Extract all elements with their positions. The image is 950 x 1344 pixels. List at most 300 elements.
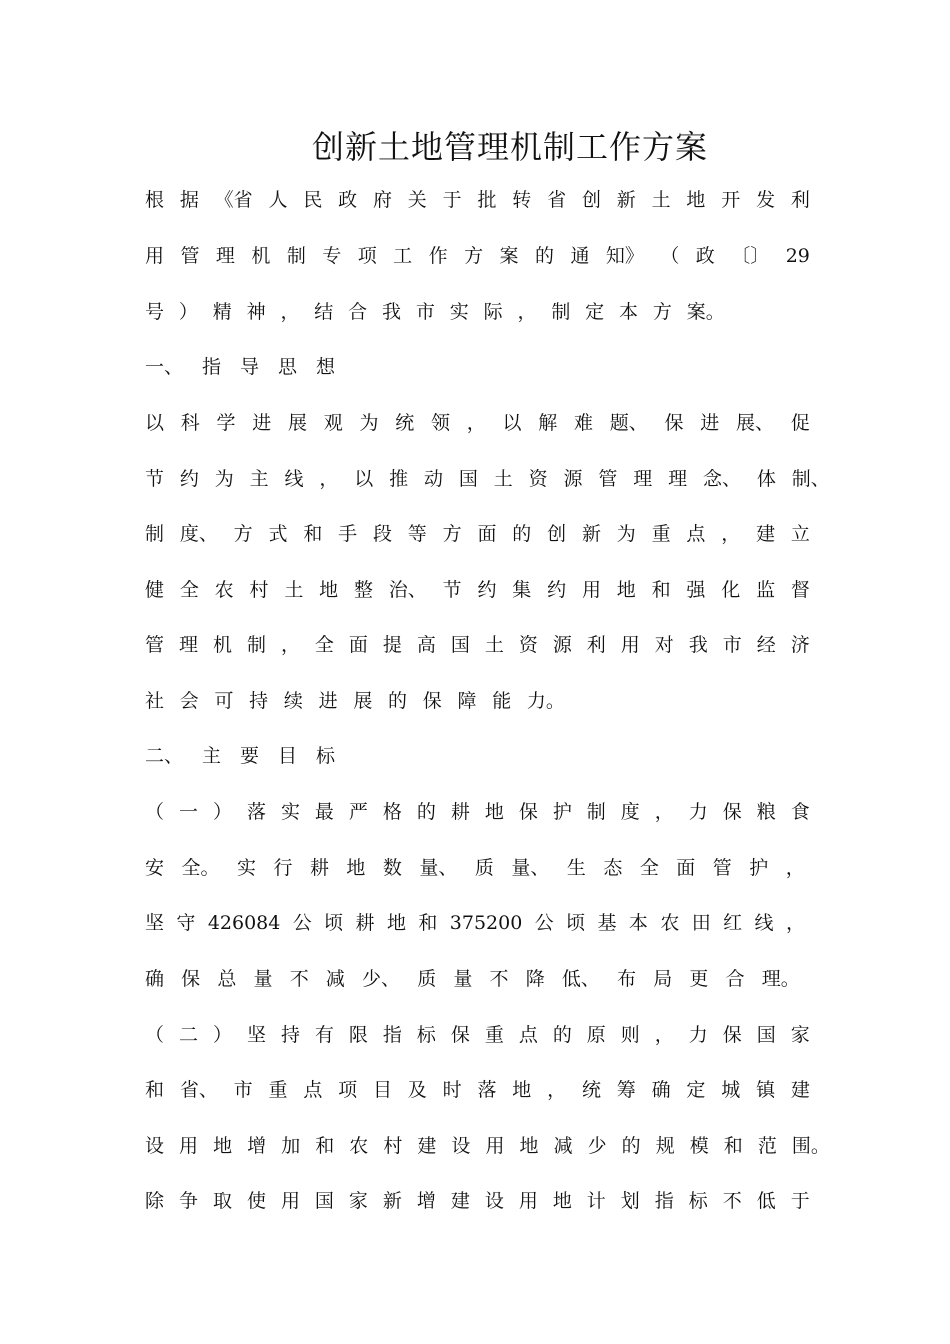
document-title: 创新土地管理机制工作方案 <box>311 128 708 166</box>
text-token: 通 <box>570 245 590 267</box>
text-line <box>145 964 800 994</box>
text-token: 推 <box>389 468 409 490</box>
text-token: 管 <box>180 245 200 267</box>
text-token: ， <box>721 523 741 545</box>
text-line <box>145 908 805 938</box>
text-token: 地 <box>386 912 406 934</box>
text-token: 提 <box>382 634 402 656</box>
text-token: 制 <box>586 801 606 823</box>
text-token: 进 <box>700 412 720 434</box>
text-token: 于 <box>442 189 462 211</box>
text-token: 创 <box>581 189 601 211</box>
text-token: 定 <box>686 1079 706 1101</box>
text-line <box>145 519 810 549</box>
text-token: 安 <box>145 857 165 879</box>
text-line <box>145 185 810 215</box>
text-token: 则 <box>620 1024 640 1046</box>
text-token: 等 <box>407 523 427 545</box>
text-token: 模 <box>689 1135 709 1157</box>
text-token: 知》 <box>605 245 644 267</box>
text-token: 375200 <box>449 912 523 934</box>
text-token: 设 <box>451 1135 471 1157</box>
text-token: 治、 <box>388 579 427 601</box>
text-token: 保 <box>422 690 442 712</box>
text-token: 健 <box>145 579 165 601</box>
text-token: 展 <box>288 412 308 434</box>
text-token: ， <box>280 301 300 323</box>
text-token: 力。 <box>526 690 565 712</box>
text-token: 领 <box>431 412 451 434</box>
text-token: 保 <box>181 968 201 990</box>
text-token: 全。 <box>181 857 220 879</box>
text-token: 能 <box>492 690 512 712</box>
text-token: 田 <box>691 912 711 934</box>
text-token: 重 <box>484 1024 504 1046</box>
text-token: 对 <box>654 634 674 656</box>
text-token: 省、 <box>179 1079 218 1101</box>
text-token: 动 <box>424 468 444 490</box>
text-token: ， <box>654 1024 674 1046</box>
text-token: 理 <box>215 245 235 267</box>
text-token: 理。 <box>761 968 800 990</box>
text-token: 格 <box>382 801 402 823</box>
text-token: 建 <box>756 523 776 545</box>
text-token: 农 <box>660 912 680 934</box>
text-token: 思 <box>277 356 297 378</box>
text-token: 强 <box>686 579 706 601</box>
text-token: 市 <box>722 634 742 656</box>
text-token: 省 <box>547 189 567 211</box>
text-token: 专 <box>322 245 342 267</box>
text-token: 的 <box>512 523 532 545</box>
text-token: 建 <box>790 1079 810 1101</box>
text-token: 地 <box>616 579 636 601</box>
text-token: ， <box>785 912 805 934</box>
text-token: 用 <box>179 1135 199 1157</box>
text-token: ） <box>212 1024 232 1046</box>
text-token: 护 <box>552 801 572 823</box>
text-token: 土 <box>493 468 513 490</box>
text-token: 关 <box>407 189 427 211</box>
text-token: ， <box>547 1079 567 1101</box>
text-token: 会 <box>179 690 199 712</box>
text-token: 耕 <box>309 857 329 879</box>
text-token: 手 <box>338 523 358 545</box>
text-token: 目 <box>372 1079 392 1101</box>
text-token: 源 <box>552 634 572 656</box>
text-token: 除 <box>145 1190 165 1212</box>
text-token: 资 <box>518 634 538 656</box>
text-token: 制、 <box>791 468 830 490</box>
text-token: 及 <box>407 1079 427 1101</box>
text-token: 的 <box>621 1135 641 1157</box>
text-token: 家 <box>348 1190 368 1212</box>
text-token: 地 <box>319 579 339 601</box>
text-token: 批 <box>477 189 497 211</box>
text-token: 用 <box>518 1190 538 1212</box>
text-token: 家 <box>790 1024 810 1046</box>
text-line <box>145 464 830 494</box>
text-token: 争 <box>178 1190 198 1212</box>
text-token: 全 <box>639 857 659 879</box>
text-token: 以 <box>502 412 522 434</box>
text-token: 神 <box>246 301 266 323</box>
text-token: 少、 <box>362 968 401 990</box>
text-token: 实 <box>280 801 300 823</box>
text-token: 节 <box>145 468 165 490</box>
text-token: 坚 <box>246 1024 266 1046</box>
text-token: 二、 <box>145 745 184 767</box>
text-token: 镇 <box>756 1079 776 1101</box>
text-token: 量 <box>253 968 273 990</box>
text-token: 线 <box>284 468 304 490</box>
text-token: 观 <box>323 412 343 434</box>
text-token: 二 <box>178 1024 198 1046</box>
text-token: 标 <box>688 1190 708 1212</box>
text-token: 设 <box>484 1190 504 1212</box>
text-token: 落 <box>246 801 266 823</box>
text-token: 护 <box>749 857 769 879</box>
text-token: 市 <box>415 301 435 323</box>
text-token: 保 <box>518 801 538 823</box>
text-token: 建 <box>450 1190 470 1212</box>
text-line <box>145 297 725 327</box>
text-token: 资 <box>528 468 548 490</box>
text-token: 号 <box>145 301 165 323</box>
text-token: 督 <box>790 579 810 601</box>
text-token: 用 <box>485 1135 505 1157</box>
text-token: 度、 <box>179 523 218 545</box>
text-token: 以 <box>145 412 165 434</box>
text-token: ， <box>466 412 486 434</box>
text-token: 精 <box>212 301 232 323</box>
text-token: 增 <box>247 1135 267 1157</box>
text-token: 红 <box>723 912 743 934</box>
text-token: 落 <box>477 1079 497 1101</box>
text-token: 方 <box>652 301 672 323</box>
text-token: 减 <box>325 968 345 990</box>
text-token: 数 <box>382 857 402 879</box>
text-token: 念、 <box>703 468 742 490</box>
text-line <box>145 853 805 883</box>
text-token: 导 <box>239 356 259 378</box>
text-line <box>145 686 565 716</box>
text-token: 低、 <box>561 968 600 990</box>
text-token: 点 <box>686 523 706 545</box>
text-line <box>145 241 810 271</box>
text-token: ， <box>654 801 674 823</box>
text-token: 学 <box>216 412 236 434</box>
text-token: ， <box>280 634 300 656</box>
text-token: 总 <box>217 968 237 990</box>
text-token: 村 <box>383 1135 403 1157</box>
text-token: 地 <box>213 1135 233 1157</box>
text-token: ） <box>212 801 232 823</box>
text-token: （ <box>145 1024 165 1046</box>
text-token: 态 <box>603 857 623 879</box>
text-token: 的 <box>388 690 408 712</box>
text-token: 更 <box>689 968 709 990</box>
text-token: 加 <box>281 1135 301 1157</box>
text-token: 理 <box>178 634 198 656</box>
text-token: 保 <box>722 1024 742 1046</box>
text-line <box>145 1075 810 1105</box>
text-token: 进 <box>318 690 338 712</box>
text-token: 节 <box>442 579 462 601</box>
text-token: 面 <box>348 634 368 656</box>
text-token: 一、 <box>145 356 184 378</box>
text-token: 统 <box>395 412 415 434</box>
text-token: 度 <box>620 801 640 823</box>
text-token: 管 <box>598 468 618 490</box>
text-token: 力 <box>688 1024 708 1046</box>
text-token: 促 <box>790 412 810 434</box>
text-token: 确 <box>651 1079 671 1101</box>
text-token: 实 <box>236 857 256 879</box>
text-token: 管 <box>145 634 165 656</box>
text-token: 高 <box>416 634 436 656</box>
text-token: 土 <box>651 189 671 211</box>
text-token: 项 <box>338 1079 358 1101</box>
text-token: 的 <box>534 245 554 267</box>
text-token: 可 <box>214 690 234 712</box>
text-token: 地 <box>552 1190 572 1212</box>
text-token: 全 <box>314 634 334 656</box>
text-token: 定 <box>585 301 605 323</box>
text-token: 设 <box>145 1135 165 1157</box>
text-token: 指 <box>654 1190 674 1212</box>
text-token: 重 <box>268 1079 288 1101</box>
text-token: 保 <box>664 412 684 434</box>
text-token: 少 <box>587 1135 607 1157</box>
text-token: 本 <box>619 301 639 323</box>
text-token: 科 <box>180 412 200 434</box>
text-token: 案 <box>499 245 519 267</box>
text-token: 国 <box>450 634 470 656</box>
text-line <box>145 575 810 605</box>
text-token: 建 <box>417 1135 437 1157</box>
text-token: 计 <box>586 1190 606 1212</box>
text-token: 约 <box>547 579 567 601</box>
text-token: 量、 <box>511 857 550 879</box>
text-token: 保 <box>722 801 742 823</box>
text-token: 项 <box>357 245 377 267</box>
text-token: 用 <box>145 245 165 267</box>
text-token: 严 <box>348 801 368 823</box>
text-token: 作 <box>428 245 448 267</box>
text-token: 城 <box>721 1079 741 1101</box>
text-token: 取 <box>212 1190 232 1212</box>
text-token: 低 <box>756 1190 776 1212</box>
text-token: 合 <box>348 301 368 323</box>
text-token: 国 <box>314 1190 334 1212</box>
text-token: 重 <box>651 523 671 545</box>
text-token: 经 <box>756 634 776 656</box>
text-token: 本 <box>628 912 648 934</box>
text-token: 人 <box>268 189 288 211</box>
text-token: 指 <box>201 356 221 378</box>
text-token: 国 <box>458 468 478 490</box>
text-token: 面 <box>676 857 696 879</box>
text-token: 济 <box>790 634 810 656</box>
text-token: 地 <box>686 189 706 211</box>
text-token: 制 <box>145 523 165 545</box>
text-token: 续 <box>283 690 303 712</box>
text-token: 筹 <box>616 1079 636 1101</box>
text-token: 质 <box>474 857 494 879</box>
text-token: 机 <box>212 634 232 656</box>
text-token: 整 <box>353 579 373 601</box>
text-token: 为 <box>616 523 636 545</box>
text-token: 据 <box>179 189 199 211</box>
text-token: 29 <box>785 245 810 267</box>
text-token: 合 <box>725 968 745 990</box>
text-token: 的 <box>416 801 436 823</box>
text-token: 集 <box>512 579 532 601</box>
text-token: 不 <box>489 968 509 990</box>
text-token: 进 <box>252 412 272 434</box>
text-token: 点 <box>518 1024 538 1046</box>
text-token: 划 <box>620 1190 640 1212</box>
text-token: 点 <box>303 1079 323 1101</box>
text-line <box>145 630 810 660</box>
text-token: 制 <box>246 634 266 656</box>
text-token: 食 <box>790 801 810 823</box>
text-token: 为 <box>359 412 379 434</box>
text-token: 土 <box>284 579 304 601</box>
text-token: 约 <box>477 579 497 601</box>
text-token: 标 <box>416 1024 436 1046</box>
text-token: 原 <box>586 1024 606 1046</box>
text-token: 村 <box>249 579 269 601</box>
text-token: 公 <box>534 912 554 934</box>
text-token: 市 <box>233 1079 253 1101</box>
text-token: 约 <box>179 468 199 490</box>
text-token: 用 <box>581 579 601 601</box>
text-token: 农 <box>214 579 234 601</box>
text-token: 国 <box>756 1024 776 1046</box>
text-token: 立 <box>790 523 810 545</box>
text-line <box>145 1020 810 1050</box>
text-token: 我 <box>382 301 402 323</box>
text-token: 民 <box>303 189 323 211</box>
text-token: 《省 <box>214 189 253 211</box>
section-heading <box>145 741 335 771</box>
text-token: 以 <box>354 468 374 490</box>
text-token: ， <box>319 468 339 490</box>
text-token: 政 <box>338 189 358 211</box>
text-token: 方 <box>233 523 253 545</box>
text-token: 力 <box>688 801 708 823</box>
text-token: 量、 <box>419 857 458 879</box>
text-token: 426084 <box>207 912 281 934</box>
text-token: 地 <box>484 801 504 823</box>
text-line <box>145 1186 810 1216</box>
text-token: 一 <box>178 801 198 823</box>
text-token: 题、 <box>609 412 648 434</box>
text-token: 机 <box>251 245 271 267</box>
text-token: 公 <box>292 912 312 934</box>
text-token: 利 <box>586 634 606 656</box>
text-token: 我 <box>688 634 708 656</box>
text-token: 理 <box>633 468 653 490</box>
text-token: 限 <box>348 1024 368 1046</box>
text-token: 监 <box>756 579 776 601</box>
text-token: 工 <box>393 245 413 267</box>
text-token: 用 <box>620 634 640 656</box>
text-token: 不 <box>722 1190 742 1212</box>
text-token: 展 <box>353 690 373 712</box>
text-token: ， <box>517 301 537 323</box>
text-token: 和 <box>315 1135 335 1157</box>
text-token: 农 <box>349 1135 369 1157</box>
text-token: 标 <box>315 745 335 767</box>
text-token: 持 <box>280 1024 300 1046</box>
text-token: 展、 <box>736 412 775 434</box>
text-token: 段 <box>372 523 392 545</box>
text-token: 指 <box>382 1024 402 1046</box>
text-token: ， <box>785 857 805 879</box>
text-token: 想 <box>315 356 335 378</box>
text-token: 粮 <box>756 801 776 823</box>
text-token: 降 <box>525 968 545 990</box>
text-token: 面 <box>477 523 497 545</box>
text-token: 制 <box>551 301 571 323</box>
text-token: 理 <box>668 468 688 490</box>
text-token: （ <box>145 801 165 823</box>
text-token: 全 <box>179 579 199 601</box>
text-token: 利 <box>790 189 810 211</box>
text-token: 源 <box>563 468 583 490</box>
text-token: 难 <box>574 412 594 434</box>
text-token: 用 <box>280 1190 300 1212</box>
text-token: 和 <box>418 912 438 934</box>
text-token: 主 <box>249 468 269 490</box>
text-token: 行 <box>273 857 293 879</box>
text-token: 围。 <box>791 1135 830 1157</box>
text-token: 基 <box>597 912 617 934</box>
text-token: 确 <box>145 968 165 990</box>
text-token: 案。 <box>686 301 725 323</box>
text-token: 和 <box>145 1079 165 1101</box>
text-token: 管 <box>712 857 732 879</box>
text-token: 新 <box>616 189 636 211</box>
text-token: ） <box>178 301 198 323</box>
text-token: 发 <box>756 189 776 211</box>
text-token: 〔〕 <box>731 245 770 267</box>
text-token: 地 <box>346 857 366 879</box>
text-token: 耕 <box>450 801 470 823</box>
text-token: 制 <box>286 245 306 267</box>
text-token: 要 <box>239 745 259 767</box>
text-token: （ <box>660 245 680 267</box>
text-token: 保 <box>450 1024 470 1046</box>
text-token: 时 <box>442 1079 462 1101</box>
text-token: 耕 <box>355 912 375 934</box>
text-token: 持 <box>249 690 269 712</box>
text-token: 土 <box>484 634 504 656</box>
text-token: 地 <box>512 1079 532 1101</box>
text-token: 际 <box>483 301 503 323</box>
text-token: 量 <box>453 968 473 990</box>
text-token: 主 <box>201 745 221 767</box>
text-token: 体 <box>756 468 776 490</box>
text-token: 和 <box>651 579 671 601</box>
text-token: 统 <box>581 1079 601 1101</box>
text-token: 化 <box>721 579 741 601</box>
text-line <box>145 408 810 438</box>
text-token: 和 <box>303 523 323 545</box>
